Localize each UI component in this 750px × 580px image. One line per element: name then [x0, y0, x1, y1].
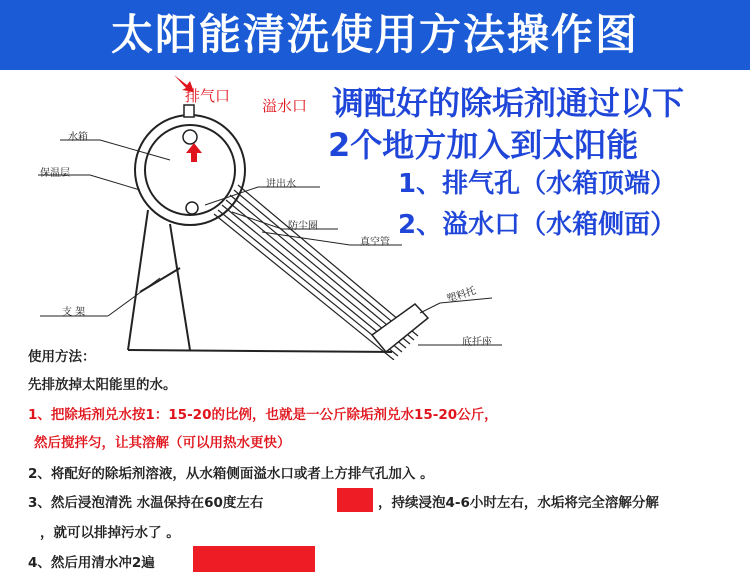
label-vacuum-tube: 真空管	[360, 237, 390, 248]
label-base-seat: 底托座	[462, 337, 492, 348]
label-support: 支 架	[62, 307, 86, 318]
redacted-block	[337, 488, 373, 512]
step-3-line-a: 3、然后浸泡清洗 水温保持在60度左右	[28, 495, 264, 511]
callout-point-1: 1、排气孔（水箱顶端）	[398, 169, 677, 199]
vent-pipe	[184, 105, 194, 117]
label-dust-ring: 防尘圈	[288, 221, 318, 232]
step-4: 4、然后用清水冲2遍	[28, 555, 155, 571]
overflow-label: 溢水口	[262, 97, 308, 115]
step-1-line-b: 然后搅拌匀，让其溶解（可以用热水更快）	[34, 435, 291, 451]
step-3-line-c: ，就可以排掉污水了 。	[40, 525, 180, 541]
page-title: 太阳能清洗使用方法操作图	[110, 10, 639, 59]
step-3-line-b: ，持续浸泡4-6小时左右，水垢将完全溶解分解	[378, 495, 659, 511]
in-out-port	[186, 202, 198, 214]
label-insulation: 保温层	[40, 168, 70, 179]
instructions-intro: 先排放掉太阳能里的水。	[28, 377, 177, 393]
step-2: 2、将配好的除垢剂溶液，从水箱侧面溢水口或者上方排气孔加入 。	[28, 466, 434, 482]
label-plastic-bracket: 塑料托	[445, 285, 478, 306]
step-1-line-a: 1、把除垢剂兑水按1：15-20的比例，也就是一公斤除垢剂兑水15-20公斤，	[28, 407, 498, 423]
callout-line-2: 2个地方加入到太阳能	[328, 126, 639, 164]
instructions-heading: 使用方法：	[28, 349, 96, 365]
label-water-tank: 水箱	[68, 132, 88, 143]
overflow-port	[183, 130, 197, 144]
callout-point-2: 2、溢水口（水箱侧面）	[398, 210, 677, 240]
callout-line-1: 调配好的除垢剂通过以下	[332, 84, 685, 122]
redacted-block	[193, 546, 315, 572]
label-in-out-water: 进出水	[266, 179, 296, 190]
vent-label: 排气口	[185, 87, 231, 105]
